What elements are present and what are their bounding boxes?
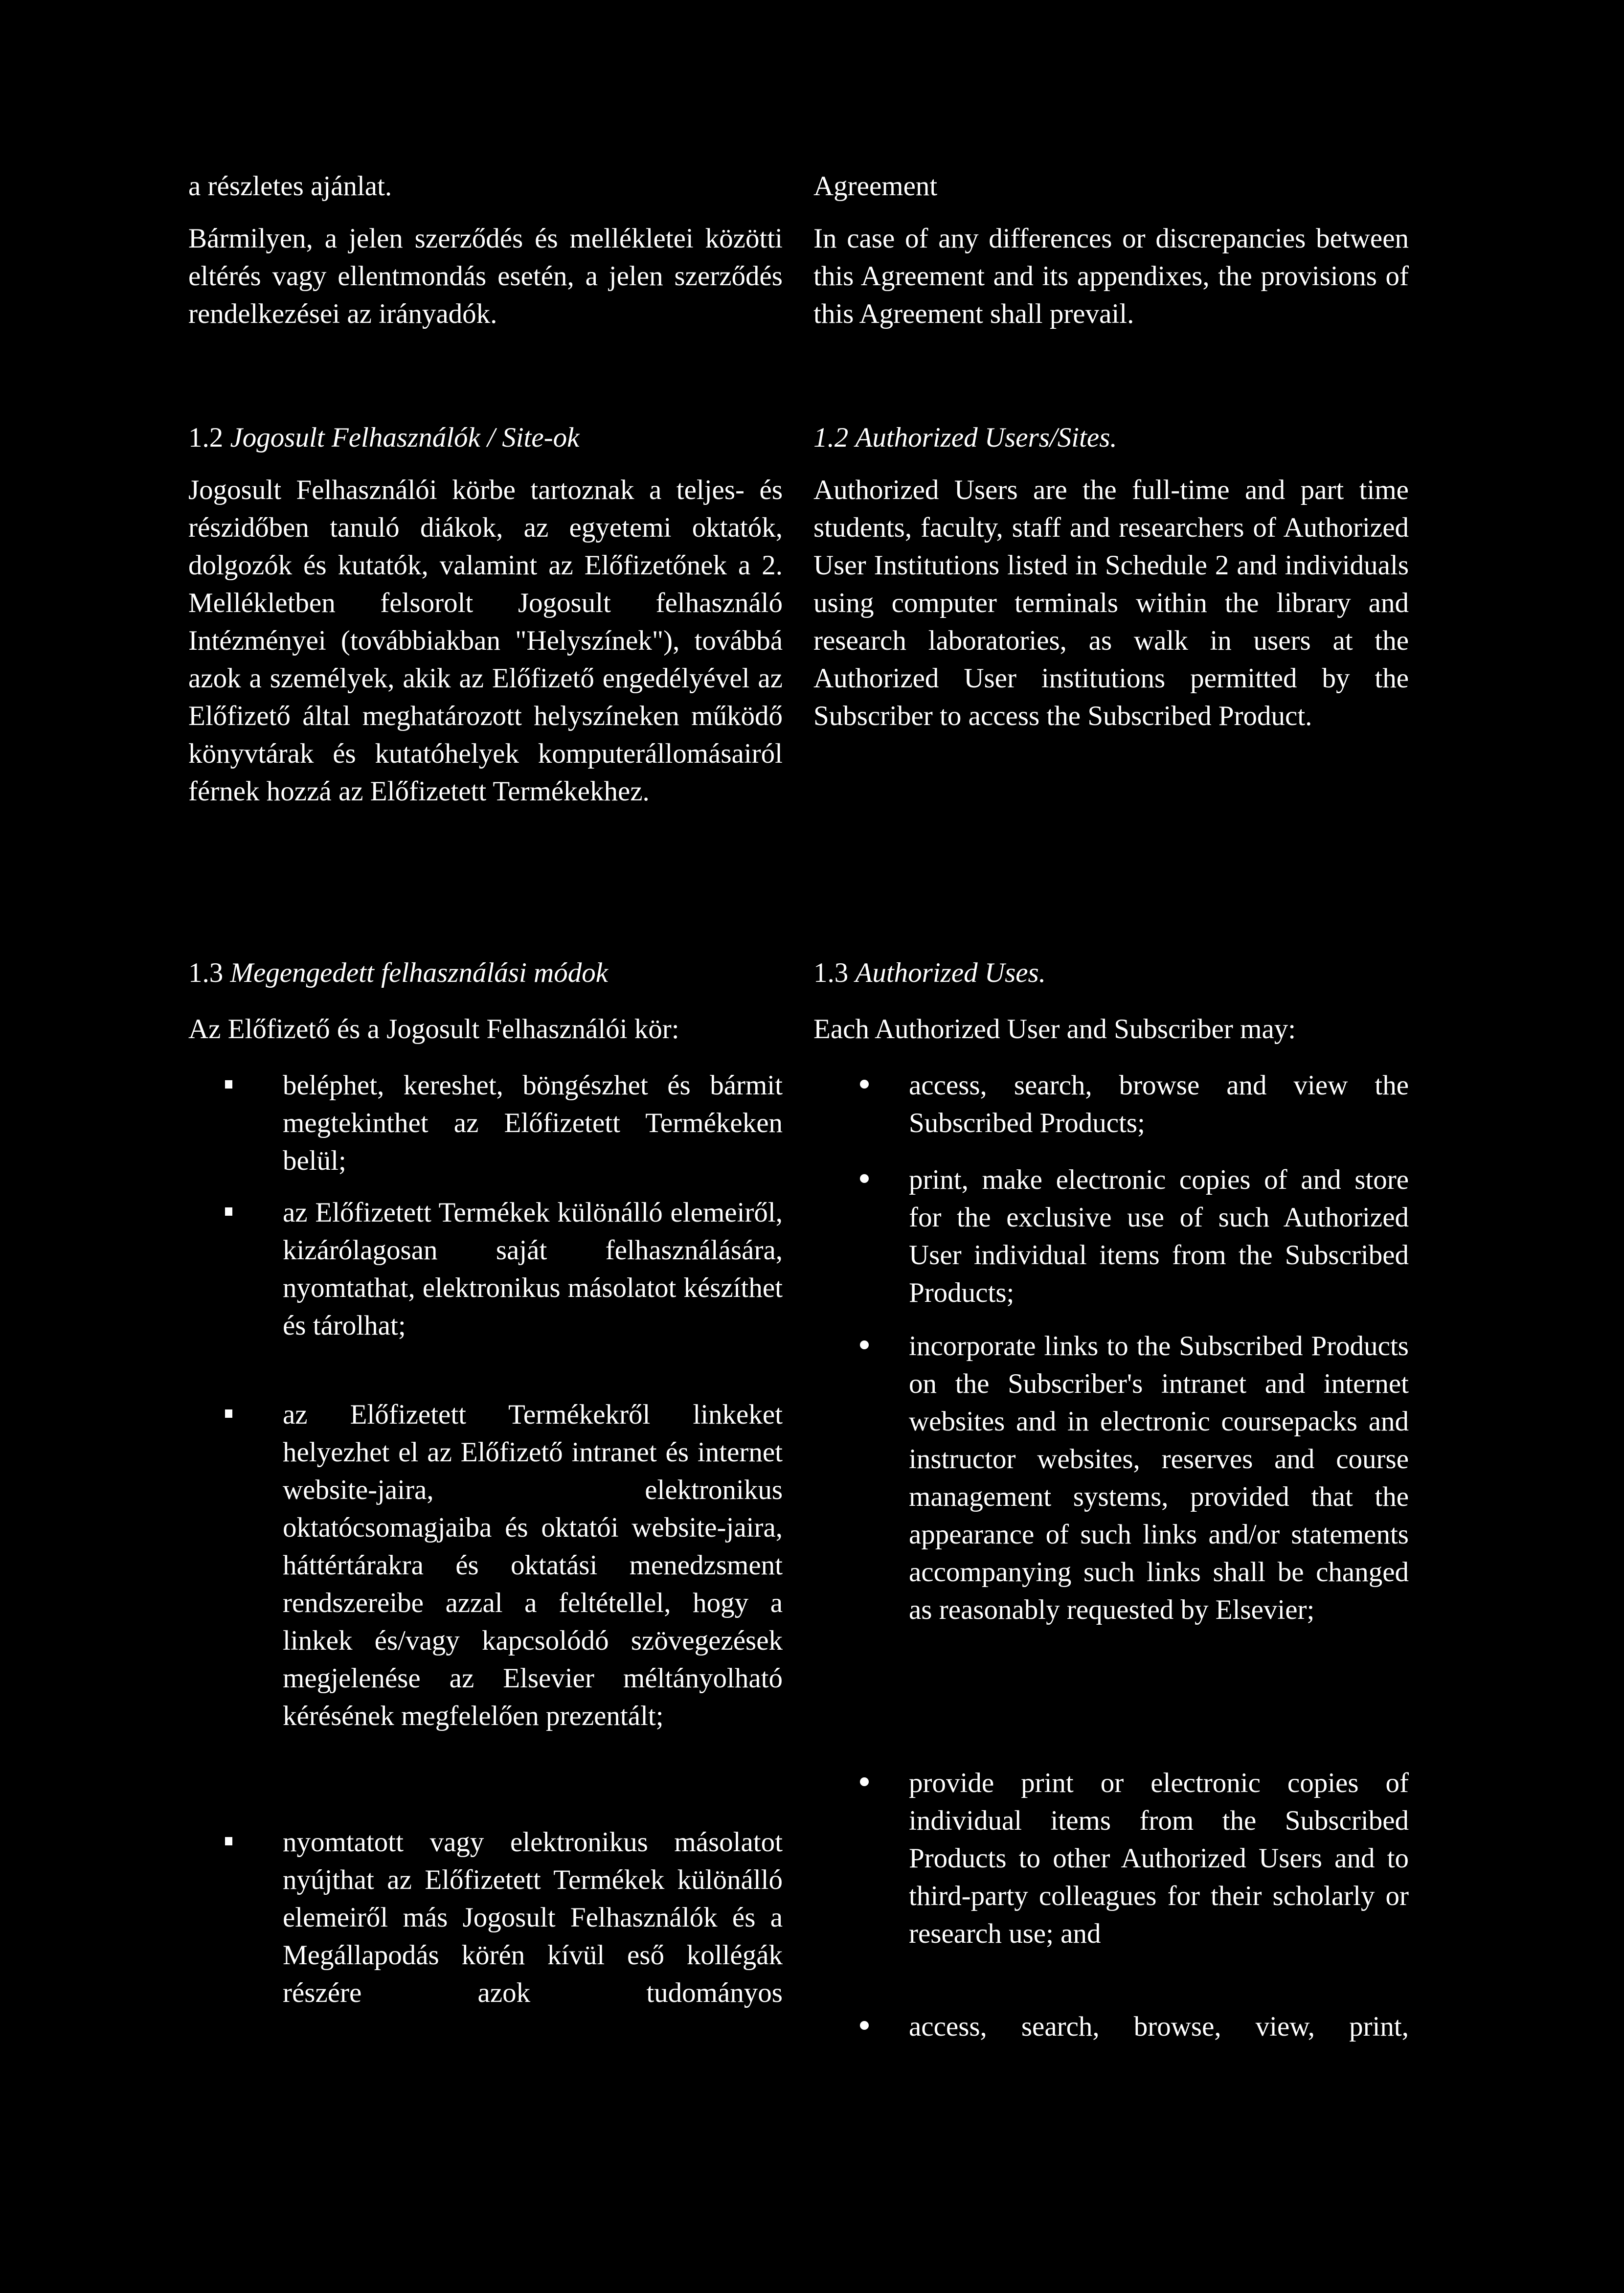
list-item-text: access, search, browse and view the Subscribed Products; [909, 1070, 1409, 1138]
hungarian-column [188, 0, 783, 2293]
list-item-text: provide print or electronic copies of individual items from the Subscribed Products to other Authorized Users and to third-party colleagues for their scholarly or research use; and [909, 1768, 1409, 1949]
english-column [813, 0, 1409, 2293]
en-section-1-3-heading [813, 954, 1409, 992]
hu-section-1-3-heading [188, 954, 783, 992]
en-section-1-2-heading [813, 419, 1409, 456]
en-discrepancy-paragraph: In case of any differences or discrepancies between this Agreement and its appendixes, the provisions of this Agreement shall prevail. [813, 223, 1409, 329]
en-section-1-2-body: Authorized Users are the full-time and part time students, faculty, staff and researchers of Authorized User Institutions listed in Schedule 2 and individuals using computer terminals within the library and research laboratories, as walk in users at the Authorized User institutions permitted by the Subscriber to access the Subscribed Product. [813, 475, 1409, 731]
list-item-text: beléphet, kereshet, böngészhet és bármit megtekinthet az Előfizetett Termékeken belül; [283, 1070, 783, 1176]
hu-section-1-2-heading [188, 419, 783, 456]
hu-intro-line: a részletes ajánlat. [188, 171, 392, 202]
hu-discrepancy-paragraph: Bármilyen, a jelen szerződés és mellékletei közötti eltérés vagy ellentmondás esetén, a jelen szerződés rendelkezései az irányadók. [188, 223, 783, 329]
hu-section-1-3-number: 1.3 [188, 957, 224, 988]
hu-section-1-2-title: Jogosult Felhasználók / Site-ok [230, 422, 580, 453]
list-item-text: incorporate links to the Subscribed Products on the Subscriber's intranet and internet websites and in electronic coursepacks and instructor websites, reserves and course management systems, provided that the appearance of such links and/or statements accompanying such links shall be changed as reasonably requested by Elsevier; [909, 1331, 1409, 1625]
list-item-text: nyomtatott vagy elektronikus másolatot nyújthat az Előfizetett Termékek különálló elemeiről más Jogosult Felhasználók és a Megállapodás körén kívül eső kollégák részére azok tudományos [283, 1827, 783, 2008]
en-section-1-2-number: 1.2 [813, 422, 849, 453]
list-item-text: az Előfizetett Termékek különálló elemeiről, kizárólagosan saját felhasználására, nyomtathat, elektronikus másolatot készíthet és tárolhat; [283, 1197, 783, 1341]
en-section-1-3-number: 1.3 [813, 957, 849, 988]
hu-section-1-2-number: 1.2 [188, 422, 224, 453]
list-item-text: az Előfizetett Termékekről linkeket helyezhet el az Előfizető intranet és internet website-jaira, elektronikus oktatócsomagjaiba és oktatói website-jaira, háttértárakra és oktatási menedzsment rendszereibe azzal a feltétellel, hogy a linkek és/vagy kapcsolódó szövegezések megjelenése az Elsevier méltányolható kérésének megfelelően prezentált; [283, 1399, 783, 1731]
en-section-1-2-title: Authorized Users/Sites. [855, 422, 1117, 453]
en-section-1-3-title: Authorized Uses. [855, 957, 1046, 988]
en-section-1-3-lead: Each Authorized User and Subscriber may: [813, 1014, 1296, 1044]
list-item-text: access, search, browse, view, print, [909, 2011, 1409, 2042]
hu-section-1-3-lead: Az Előfizető és a Jogosult Felhasználói kör: [188, 1014, 679, 1044]
list-item-text: print, make electronic copies of and store for the exclusive use of such Authorized User individual items from the Subscribed Products; [909, 1164, 1409, 1308]
hu-section-1-2-body: Jogosult Felhasználói körbe tartoznak a teljes- és részidőben tanuló diákok, az egyetemi oktatók, dolgozók és kutatók, valamint az Előfizetőnek a 2. Mellékletben felsorolt Jogosult felhasználó Intézményei (továbbiakban "Helyszínek"), továbbá azok a személyek, akik az Előfizető engedélyével az Előfizető által meghatározott helyszíneken működő könyvtárak és kutatóhelyek komputerállomásairól férnek hozzá az Előfizetett Termékekhez. [188, 475, 783, 807]
hu-section-1-3-title: Megengedett felhasználási módok [230, 957, 609, 988]
en-intro-line: Agreement [813, 171, 938, 202]
